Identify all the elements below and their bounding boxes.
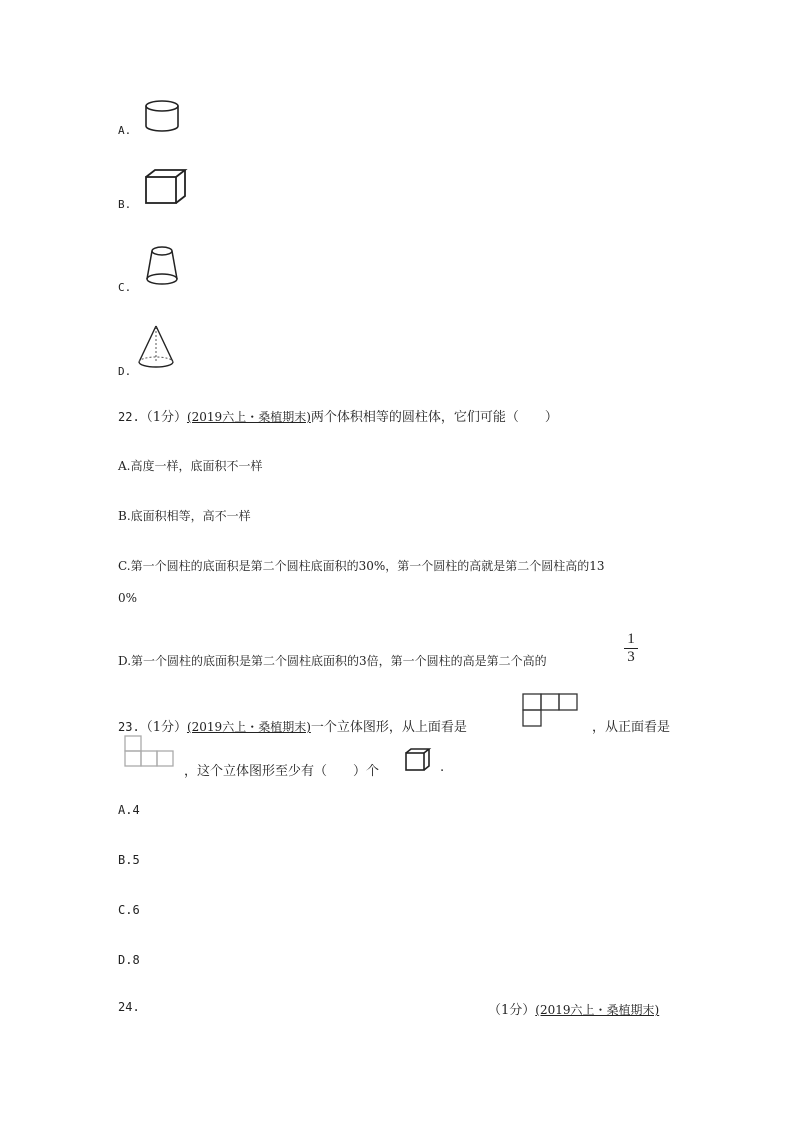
frustum-icon [144, 245, 180, 289]
cylinder-icon [144, 100, 182, 134]
option-letter: C. [118, 281, 132, 294]
question-text-end: . [440, 760, 445, 775]
question-score: （1分） [139, 720, 187, 735]
option-d: D.第一个圆柱的底面积是第二个圆柱底面积的3倍，第一个圆柱的高是第二个高的 [118, 654, 547, 668]
option-d: D.8 [118, 953, 140, 967]
question-text: 一个立体图形，从上面看是 [310, 720, 467, 735]
question-text-count: ，这个立体图形至少有（ ）个 [184, 764, 380, 779]
question-text: 两个体积相等的圆柱体，它们可能（ ） [310, 410, 558, 425]
question-text-front-view: ，从正面看是 [592, 720, 671, 735]
question-source-link[interactable]: (2019六上・桑植期末) [186, 720, 311, 734]
option-c: C.6 [118, 903, 140, 917]
question-source-link[interactable]: (2019六上・桑植期末) [535, 1003, 660, 1017]
cone-icon [136, 324, 178, 372]
option-a: A.4 [118, 803, 140, 817]
option-c-continued: 0% [118, 591, 138, 605]
top-view-figure [522, 693, 578, 729]
fraction-numerator: 1 [627, 631, 635, 647]
question-number: 22. [118, 410, 140, 424]
small-cube-icon [404, 747, 432, 773]
option-letter: D. [118, 365, 132, 378]
option-letter: A. [118, 124, 132, 137]
question-meta [488, 999, 659, 1018]
question-stem [118, 716, 467, 735]
question-score: （1分） [488, 1003, 536, 1018]
question-number: 23. [118, 720, 140, 734]
cube-icon [144, 168, 188, 206]
question-number: 24. [118, 1000, 140, 1014]
fraction-denominator: 3 [627, 649, 635, 665]
question-source-link[interactable]: (2019六上・桑植期末) [186, 410, 311, 424]
option-b: B.底面积相等，高不一样 [118, 509, 251, 523]
option-c: C.第一个圆柱的底面积是第二个圆柱底面积的30%，第一个圆柱的高就是第二个圆柱高的13 [118, 559, 605, 573]
question-score: （1分） [139, 410, 187, 425]
question-stem [118, 406, 558, 425]
option-letter: B. [118, 198, 132, 211]
option-b: B.5 [118, 853, 140, 867]
option-a: A.高度一样，底面积不一样 [118, 459, 263, 473]
front-view-figure [124, 735, 176, 769]
